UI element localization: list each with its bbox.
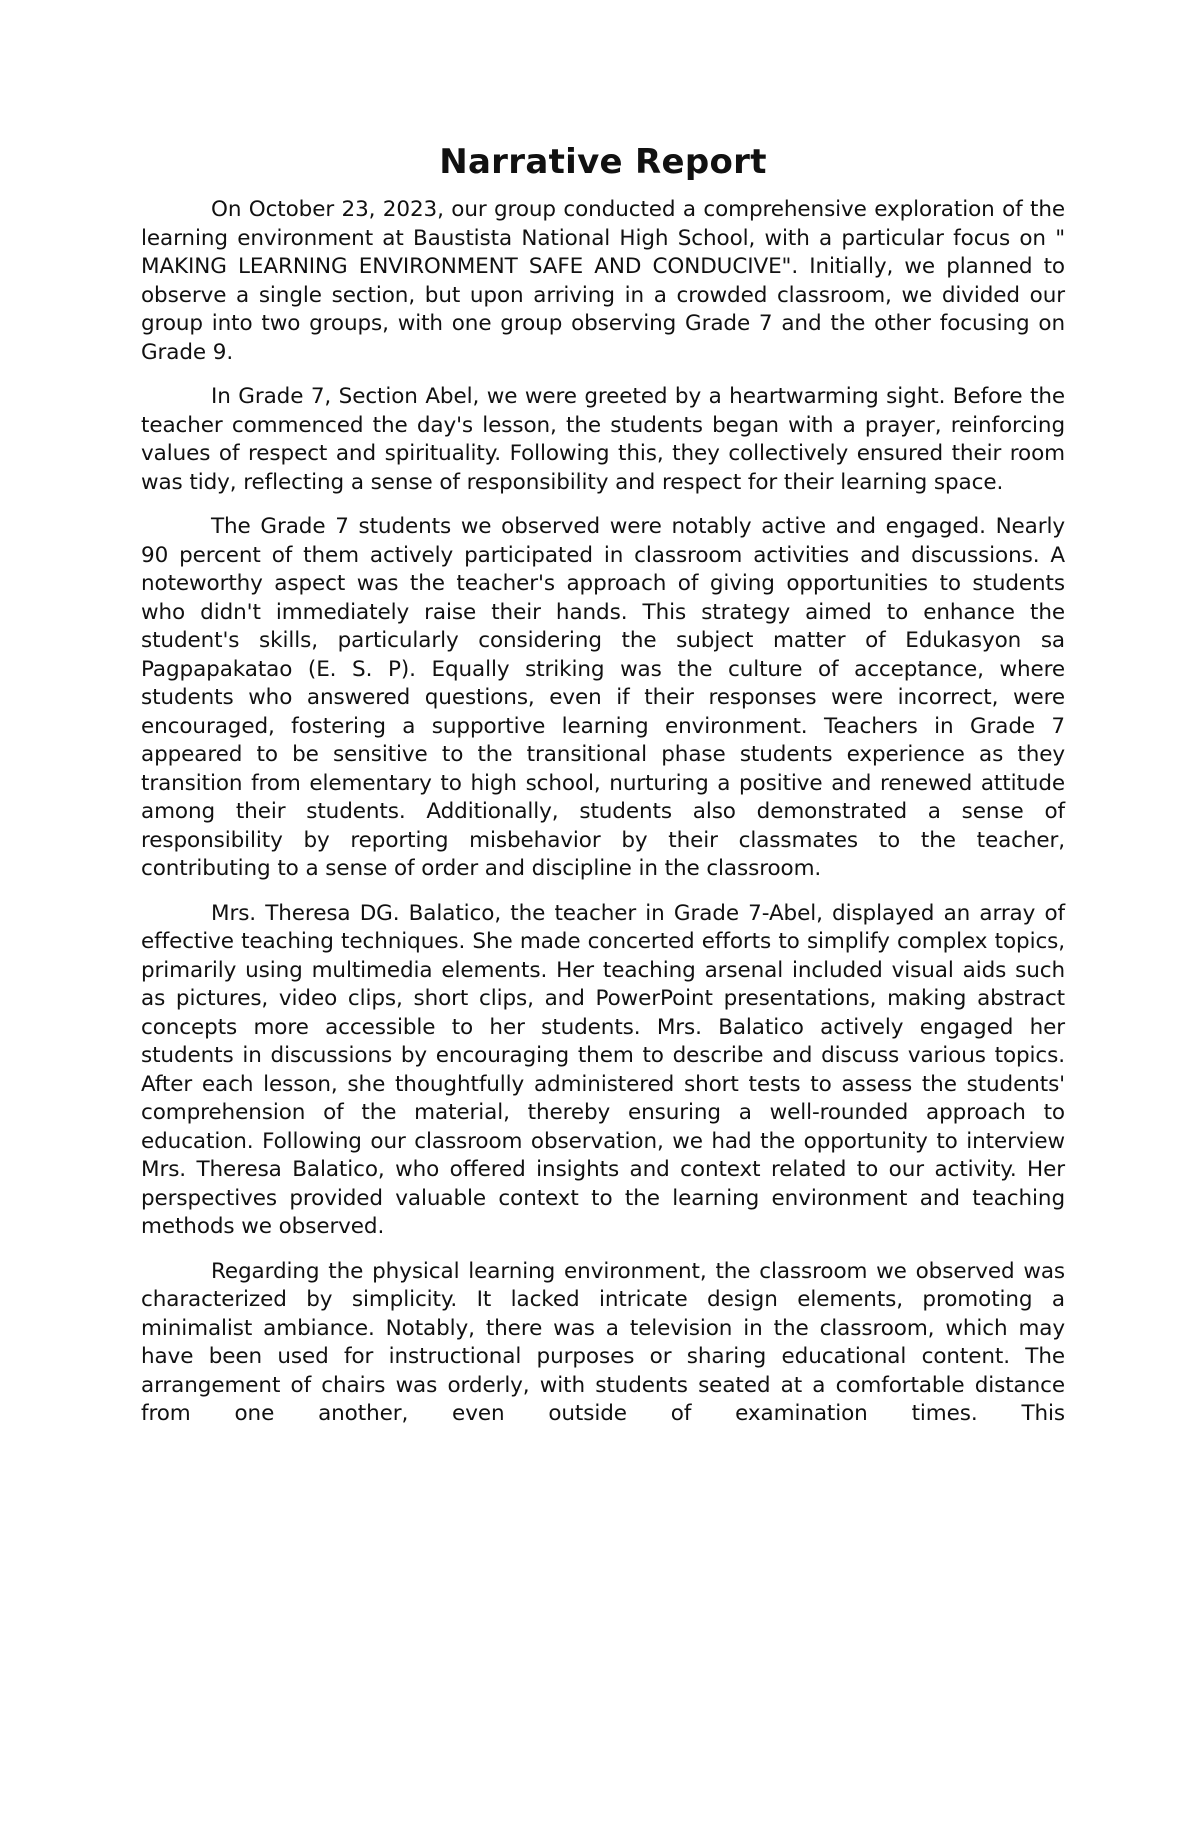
page-title: Narrative Report <box>439 142 767 182</box>
paragraph-introduction: On October 23, 2023, our group conducted a comprehensive exploration of the learning environment at Baustista National High School, with a particular focus on " MAKING LEARNING ENVIRONMENT SAFE AND CONDUCIVE". Initially, we planned to observe a single section, but upon arriving in a crowded classroom, we divided our group into two groups, with one group observing Grade 7 and the other focusing on Grade 9. <box>141 197 1065 365</box>
document-body <box>141 140 1065 1445</box>
paragraph-teacher-techniques: Mrs. Theresa DG. Balatico, the teacher in Grade 7-Abel, displayed an array of effective teaching techniques. She made concerted efforts to simplify complex topics, primarily using multimedia elements. Her teaching arsenal included visual aids such as pictures, video clips, short clips, and PowerPoint presentations, making abstract concepts more accessible to her students. Mrs. Balatico actively engaged her students in discussions by encouraging them to describe and discuss various topics. After each lesson, she thoughtfully administered short tests to assess the students' comprehension of the material, thereby ensuring a well-rounded approach to education. Following our classroom observation, we had the opportunity to interview Mrs. Theresa Balatico, who offered insights and context related to our activity. Her perspectives provided valuable context to the learning environment and teaching methods we observed. <box>141 900 1065 1239</box>
paragraph-grade7-greeting: In Grade 7, Section Abel, we were greeted by a heartwarming sight. Before the teacher commenced the day's lesson, the students began with a prayer, reinforcing values of respect and spirituality. Following this, they collectively ensured their room was tidy, reflecting a sense of responsibility and respect for their learning space. <box>141 384 1065 495</box>
paragraph-physical-environment: Regarding the physical learning environment, the classroom we observed was characterized by simplicity. It lacked intricate design elements, promoting a minimalist ambiance. Notably, there was a television in the classroom, which may have been used for instructional purposes or sharing educational content. The arrangement of chairs was orderly, with students seated at a comfortable distance from one another, even outside of examination times. This <box>141 1258 1065 1426</box>
paragraph-grade7-engagement: The Grade 7 students we observed were notably active and engaged. Nearly 90 percent of them actively participated in classroom activities and discussions. A noteworthy aspect was the teacher's approach of giving opportunities to students who didn't immediately raise their hands. This strategy aimed to enhance the student's skills, particularly considering the subject matter of Edukasyon sa Pagpapakatao (E. S. P). Equally striking was the culture of acceptance, where students who answered questions, even if their responses were incorrect, were encouraged, fostering a supportive learning environment. Teachers in Grade 7 appeared to be sensitive to the transitional phase students experience as they transition from elementary to high school, nurturing a positive and renewed attitude among their students. Additionally, students also demonstrated a sense of responsibility by reporting misbehavior by their classmates to the teacher, contributing to a sense of order and discipline in the classroom. <box>141 514 1065 881</box>
